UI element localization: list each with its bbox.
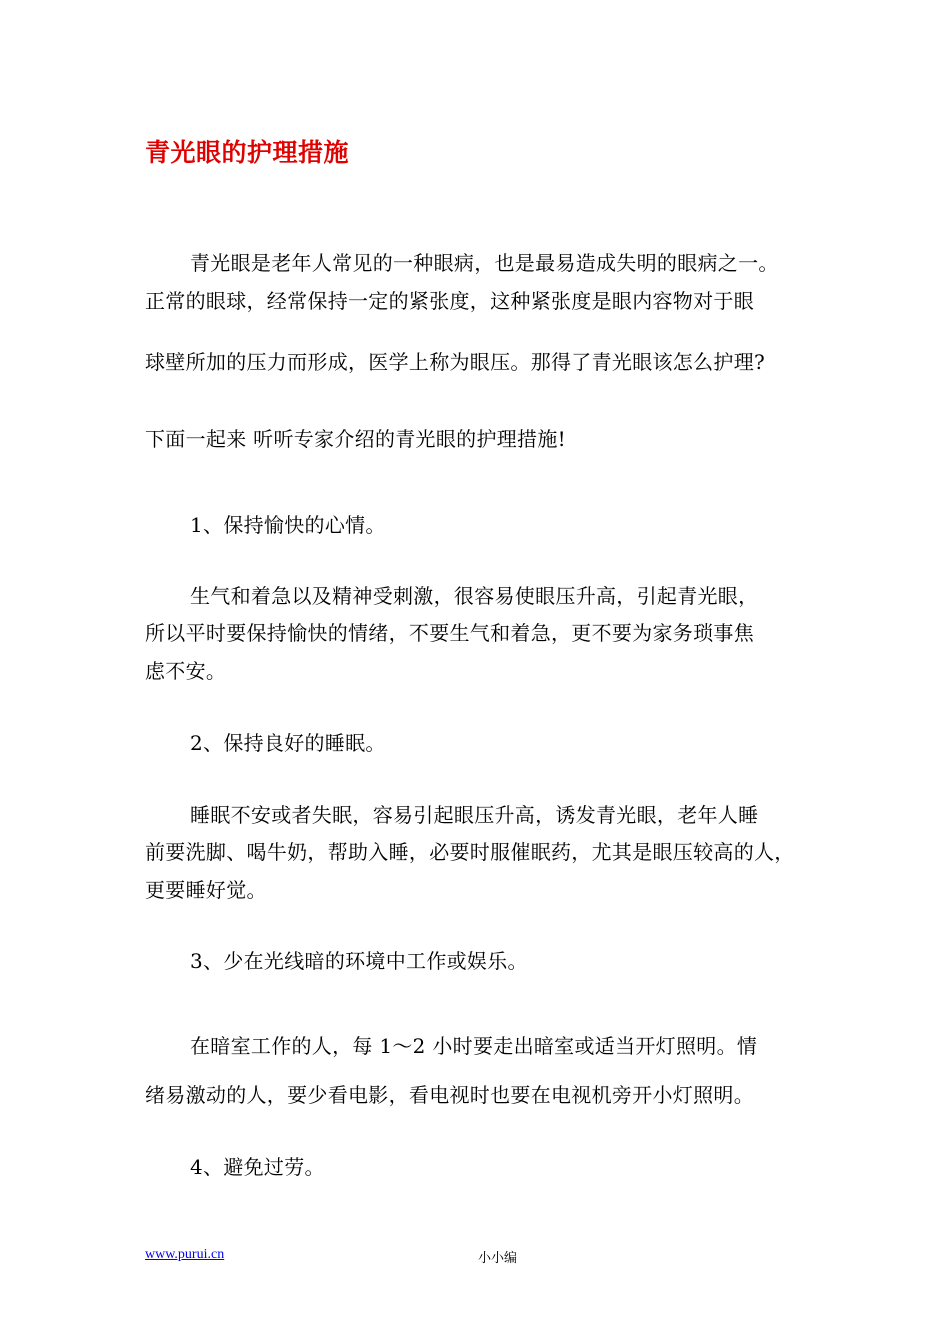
paragraph-3-line-1: 睡眠不安或者失眠，容易引起眼压升高，诱发青光眼，老年人睡 bbox=[190, 803, 759, 827]
paragraph-1-line-4: 下面一起来 听听专家介绍的青光眼的护理措施! bbox=[145, 427, 566, 451]
paragraph-1-line-3: 球壁所加的压力而形成，医学上称为眼压。那得了青光眼该怎么护理? bbox=[145, 350, 766, 374]
paragraph-3-line-2: 前要洗脚、喝牛奶，帮助入睡，必要时服催眠药，尤其是眼压较高的人， bbox=[145, 840, 795, 864]
paragraph-2-line-2: 所以平时要保持愉快的情绪，不要生气和着急，更不要为家务琐事焦 bbox=[145, 621, 754, 645]
paragraph-3-line-3: 更要睡好觉。 bbox=[145, 878, 267, 902]
paragraph-1-line-1: 青光眼是老年人常见的一种眼病，也是最易造成失明的眼病之一。 bbox=[190, 251, 779, 275]
paragraph-4-line-1: 在暗室工作的人，每 1～2 小时要走出暗室或适当开灯照明。情 bbox=[190, 1034, 758, 1058]
heading-4: 4、避免过劳。 bbox=[190, 1155, 325, 1179]
paragraph-1-line-2: 正常的眼球，经常保持一定的紧张度，这种紧张度是眼内容物对于眼 bbox=[145, 289, 754, 313]
footer-website-link[interactable]: www.purui.cn bbox=[145, 1247, 225, 1262]
heading-3: 3、少在光线暗的环境中工作或娱乐。 bbox=[190, 949, 528, 973]
heading-1: 1、保持愉快的心情。 bbox=[190, 513, 386, 537]
paragraph-4-line-2: 绪易激动的人，要少看电影，看电视时也要在电视机旁开小灯照明。 bbox=[145, 1083, 754, 1107]
paragraph-2-line-3: 虑不安。 bbox=[145, 659, 227, 683]
paragraph-2-line-1: 生气和着急以及精神受刺激，很容易使眼压升高，引起青光眼， bbox=[190, 584, 759, 608]
heading-2: 2、保持良好的睡眠。 bbox=[190, 731, 386, 755]
footer-author: 小小编 bbox=[478, 1251, 518, 1266]
document-title: 青光眼的护理措施 bbox=[145, 138, 350, 167]
